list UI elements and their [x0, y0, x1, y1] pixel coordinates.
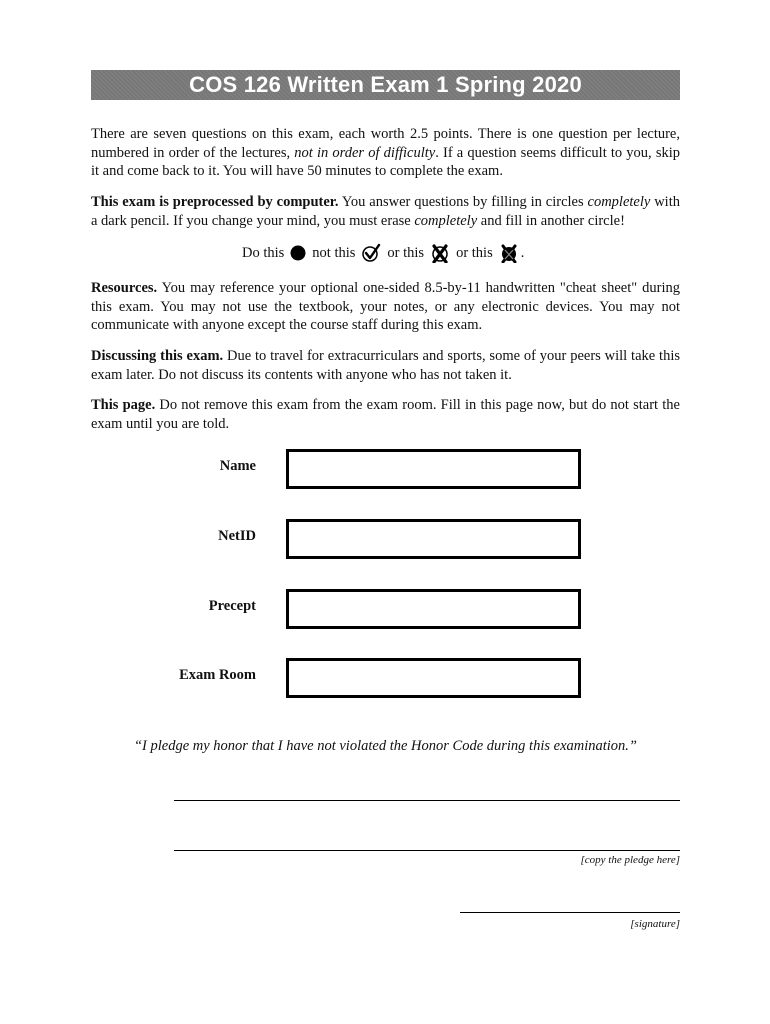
signature-line[interactable]	[460, 912, 680, 913]
or-this-label-2: or this	[456, 244, 493, 261]
discussing-paragraph	[91, 347, 680, 384]
precept-label: Precept	[208, 598, 256, 614]
this-page-paragraph	[91, 396, 680, 433]
name-label: Name	[219, 458, 256, 474]
name-row	[91, 449, 691, 487]
this-page-text: Do not remove this exam from the exam room. Fill in this page now, but do not start the exam until you are told.	[91, 397, 680, 432]
exam-title-bar	[91, 70, 680, 100]
copy-pledge-caption: [copy the pledge here]	[580, 854, 680, 866]
preprocessed-emphasis-2: completely	[414, 212, 478, 229]
exam-title: COS 126 Written Exam 1 Spring 2020	[189, 72, 582, 97]
x-filled-circle-icon	[499, 243, 519, 263]
check-circle-icon	[361, 243, 381, 263]
netid-row	[91, 519, 691, 557]
fill-example-row	[242, 242, 524, 264]
or-this-label-1: or this	[387, 244, 425, 261]
honor-pledge: “I pledge my honor that I have not violated the Honor Code during this examination.”	[133, 738, 637, 754]
discussing-heading: Discussing this exam.	[91, 348, 224, 364]
exam-room-field[interactable]	[286, 658, 581, 698]
this-page-heading: This page.	[91, 397, 156, 413]
do-this-label: Do this	[242, 244, 285, 261]
pledge-line-1[interactable]	[174, 800, 680, 801]
resources-heading: Resources.	[91, 280, 158, 296]
x-circle-icon	[430, 243, 450, 263]
preprocessed-paragraph	[91, 193, 680, 230]
discussing-text: Due to travel for extracurriculars and sports, some of your peers will take this exam later. Do not discuss its contents with anyone who has not taken it.	[91, 348, 680, 383]
exam-room-label: Exam Room	[179, 667, 256, 683]
intro-emphasis: not in order of difficulty	[294, 144, 436, 161]
preprocessed-text-2: with a dark pencil. If you change your mind, you must erase	[91, 194, 680, 229]
intro-text-1: There are seven questions on this exam, each worth 2.5 points. There is one question per lecture, numbered in order of the lectures,	[91, 126, 680, 161]
netid-field[interactable]	[286, 519, 581, 559]
intro-paragraph	[91, 125, 680, 181]
preprocessed-text-1: You answer questions by filling in circles	[338, 194, 588, 210]
preprocessed-text-3: and fill in another circle!	[477, 212, 625, 229]
not-this-label: not this	[312, 244, 356, 261]
resources-paragraph	[91, 279, 680, 335]
precept-field[interactable]	[286, 589, 581, 629]
preprocessed-emphasis-1: completely	[587, 194, 651, 210]
netid-label: NetID	[218, 528, 256, 544]
period: .	[520, 244, 525, 261]
intro-text-2: . If a question seems difficult to you, skip it and come back to it. You will have 50 minutes to complete the exam.	[91, 144, 681, 179]
resources-text: You may reference your optional one-sided 8.5-by-11 handwritten "cheat sheet" during this exam. You may not use the textbook, your notes, or any electronic devices. You may not communicate with anyone except the course staff during this exam.	[91, 280, 680, 333]
signature-caption: [signature]	[630, 918, 680, 930]
name-field[interactable]	[286, 449, 581, 489]
exam-room-row	[91, 658, 691, 696]
pledge-line-2[interactable]	[174, 850, 680, 851]
precept-row	[91, 589, 691, 627]
preprocessed-heading: This exam is preprocessed by computer.	[91, 194, 339, 210]
filled-circle-icon	[290, 245, 306, 261]
